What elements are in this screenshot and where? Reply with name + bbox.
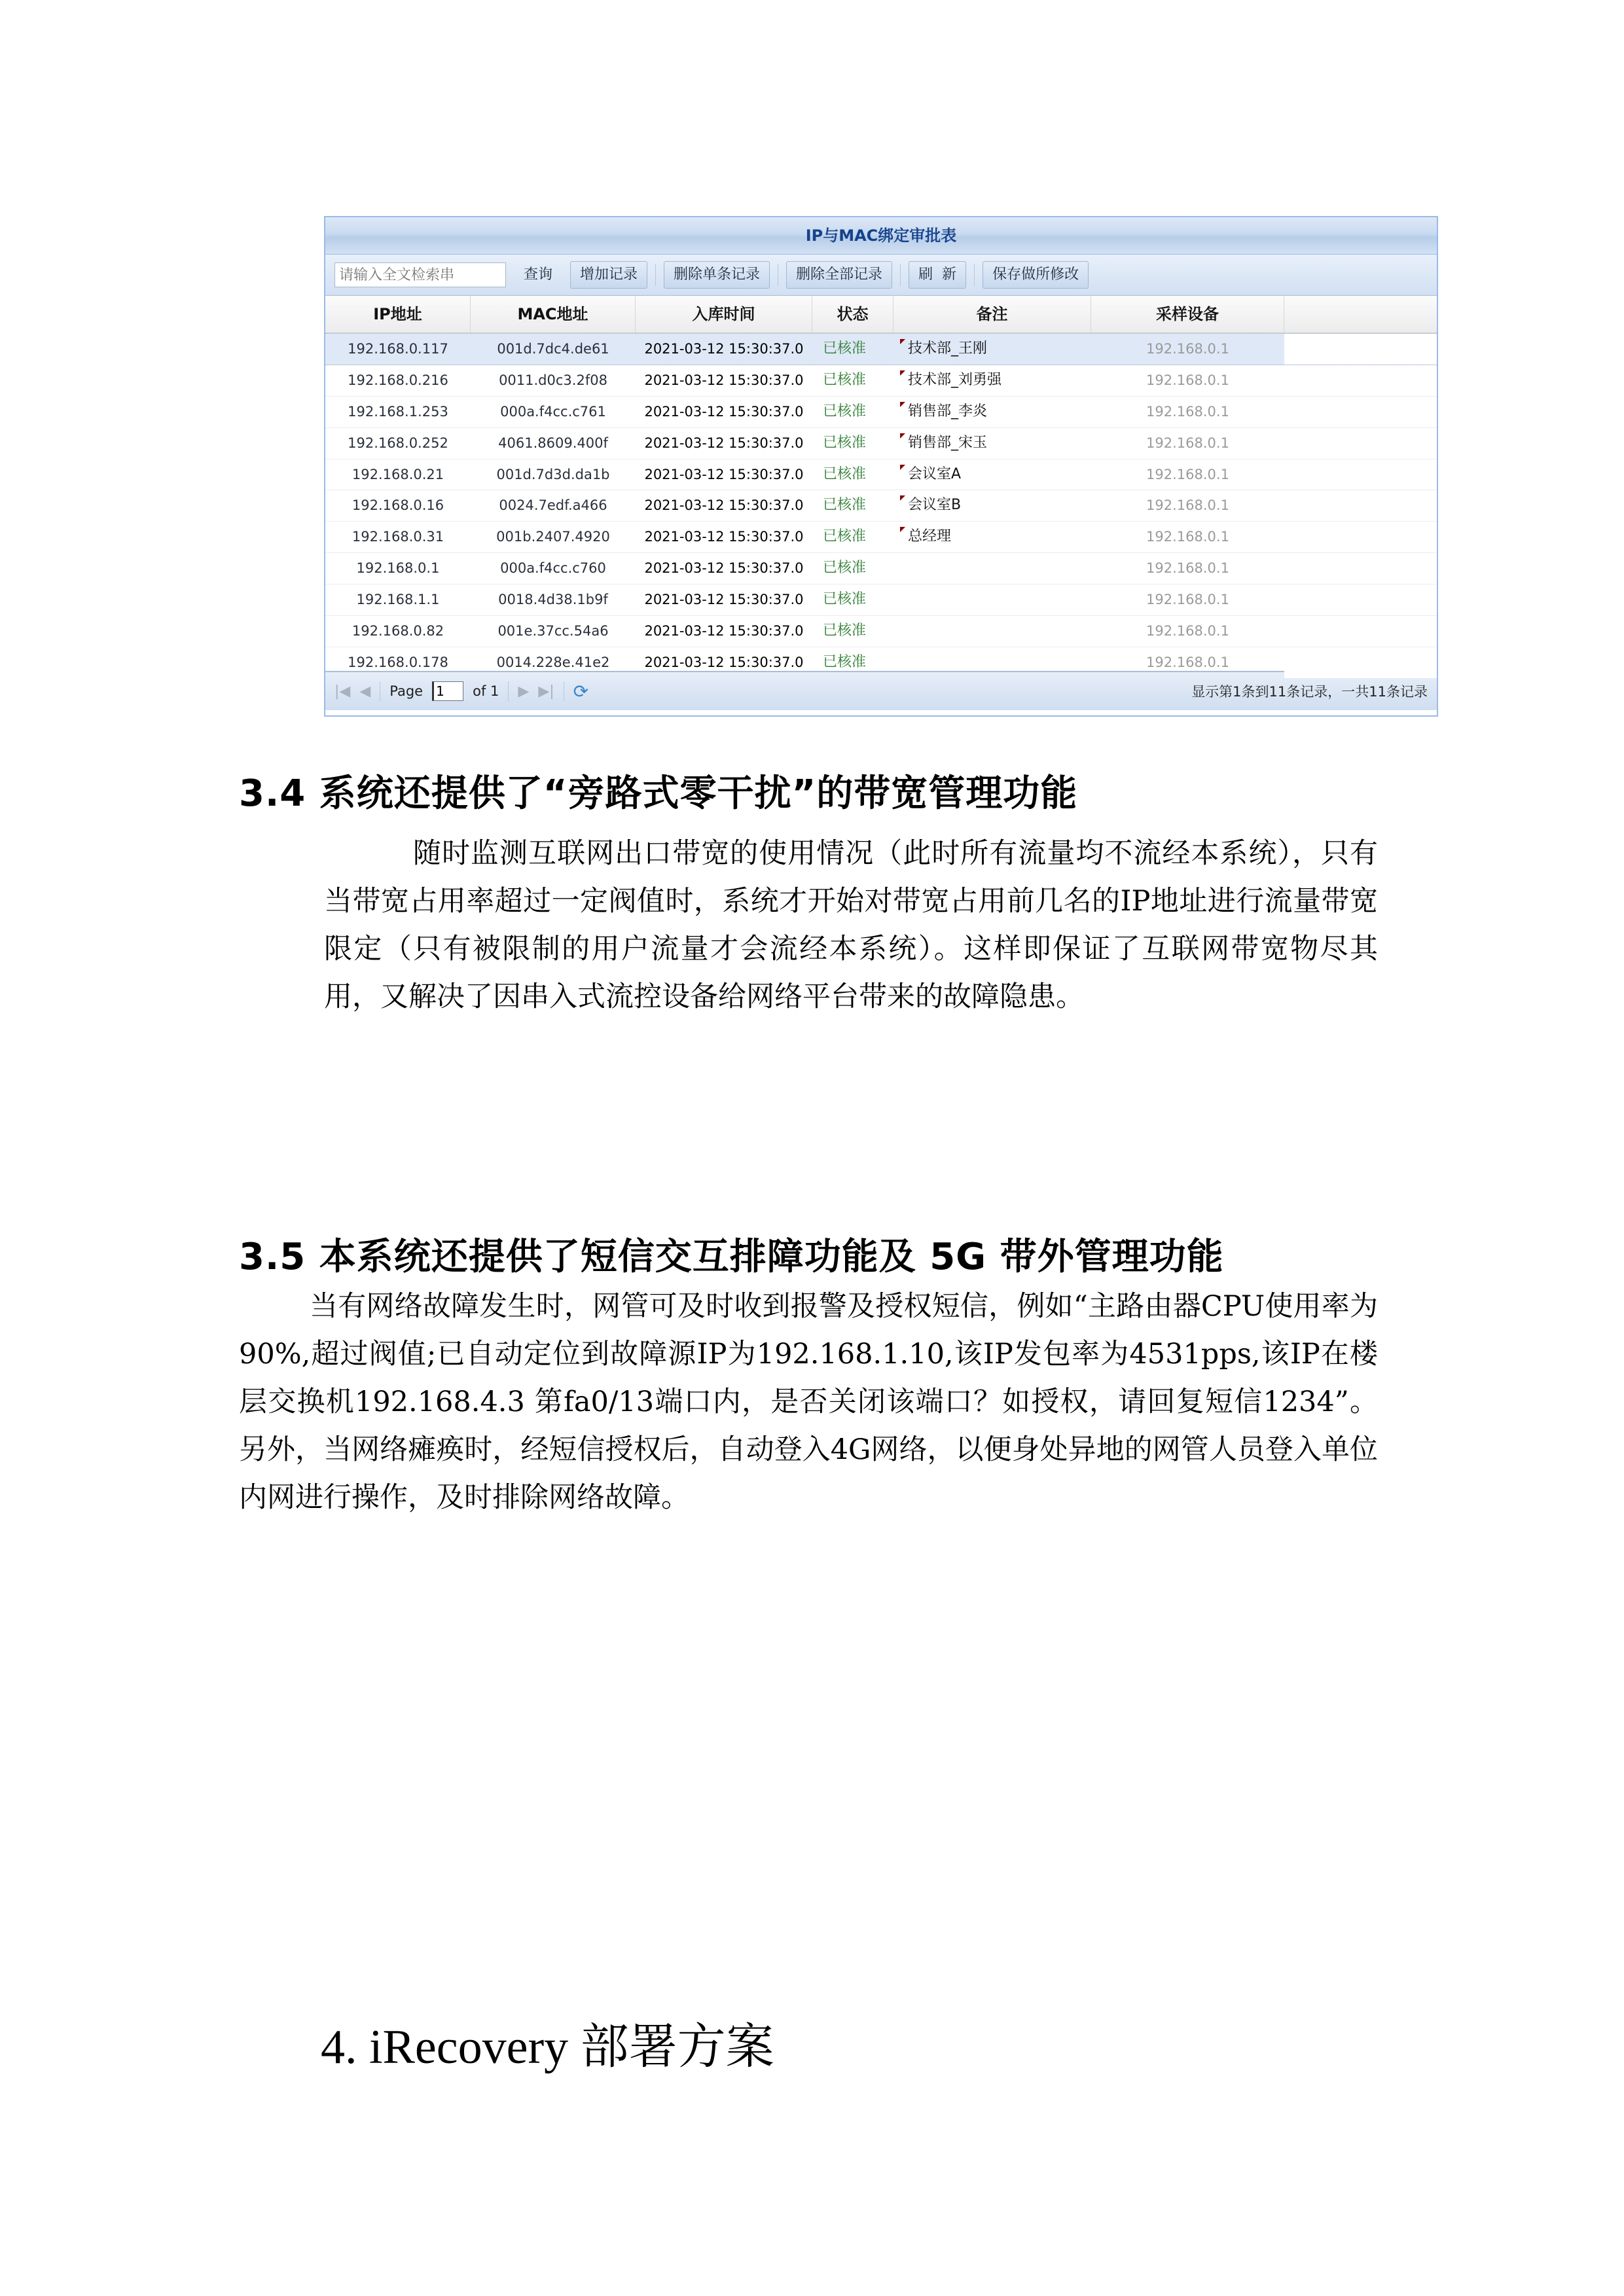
row-filler: [1284, 553, 1437, 584]
toolbar-separator: [655, 264, 656, 286]
note-text: 技术部_王刚: [908, 340, 988, 357]
page-count-label: of 1: [473, 683, 499, 699]
table-row[interactable]: [325, 553, 1437, 584]
table-row[interactable]: [325, 490, 1437, 522]
pager-separator: [508, 681, 509, 701]
toolbar-separator: [974, 264, 975, 286]
time-cell: 2021-03-12 15:30:37.0: [644, 435, 804, 451]
note-text: 技术部_刘勇强: [908, 371, 1002, 388]
device-cell: 192.168.0.1: [1146, 592, 1229, 608]
column-header-time[interactable]: 入库时间: [636, 296, 812, 332]
table-row[interactable]: [325, 459, 1437, 491]
dirty-flag-icon: [900, 433, 905, 439]
toolbar-separator: [900, 264, 901, 286]
time-cell: 2021-03-12 15:30:37.0: [644, 403, 804, 420]
mac-cell: 001b.2407.4920: [496, 529, 610, 545]
time-cell: 2021-03-12 15:30:37.0: [644, 497, 804, 514]
row-filler: [1284, 522, 1437, 552]
ip-cell: 192.168.0.21: [352, 466, 444, 482]
status-cell: 已核准: [823, 653, 867, 670]
mac-cell: 0014.228e.41e2: [496, 654, 610, 670]
mac-cell: 000a.f4cc.c761: [500, 403, 606, 420]
column-header-mac[interactable]: MAC地址: [471, 296, 636, 332]
refresh-button[interactable]: 刷 新: [909, 261, 966, 289]
refresh-icon[interactable]: ⟳: [573, 680, 589, 702]
note-text: 总经理: [908, 528, 952, 545]
column-header-ip[interactable]: IP地址: [325, 296, 471, 332]
device-cell: 192.168.0.1: [1146, 560, 1229, 577]
page-label: Page: [389, 683, 424, 699]
ip-cell: 192.168.1.253: [348, 403, 448, 420]
save-changes-button[interactable]: 保存做所修改: [983, 261, 1089, 289]
status-cell: 已核准: [823, 560, 867, 577]
table-row[interactable]: [325, 647, 1437, 679]
next-page-icon[interactable]: ▶: [518, 683, 530, 700]
row-filler: [1284, 584, 1437, 615]
device-cell: 192.168.0.1: [1146, 372, 1229, 388]
table-row[interactable]: [325, 522, 1437, 553]
fulltext-search-input[interactable]: [334, 262, 506, 287]
table-row[interactable]: [325, 333, 1437, 365]
note-cell[interactable]: [893, 459, 1091, 490]
ip-cell: 192.168.0.1: [356, 560, 440, 577]
device-cell: 192.168.0.1: [1146, 654, 1229, 670]
mac-cell: 4061.8609.400f: [498, 435, 608, 451]
row-filler: [1284, 397, 1437, 427]
ip-cell: 192.168.0.16: [352, 497, 444, 514]
status-cell: 已核准: [823, 340, 867, 357]
dirty-flag-icon: [900, 495, 905, 501]
column-header-device[interactable]: 采样设备: [1091, 296, 1284, 332]
device-cell: 192.168.0.1: [1146, 529, 1229, 545]
column-header-status[interactable]: 状态: [812, 296, 893, 332]
ip-cell: 192.168.0.31: [352, 529, 444, 545]
time-cell: 2021-03-12 15:30:37.0: [644, 372, 804, 388]
mac-cell: 001d.7d3d.da1b: [496, 466, 610, 482]
dirty-flag-icon: [900, 527, 905, 532]
ip-cell: 192.168.0.178: [348, 654, 448, 670]
section-3-4-heading: 3.4 系统还提供了“旁路式零干扰”的带宽管理功能: [239, 772, 1078, 815]
query-button[interactable]: 查询: [524, 266, 553, 283]
note-cell[interactable]: [893, 490, 1091, 521]
time-cell: 2021-03-12 15:30:37.0: [644, 529, 804, 545]
status-cell: 已核准: [823, 434, 867, 451]
status-cell: 已核准: [823, 465, 867, 482]
last-page-icon[interactable]: ▶|: [538, 683, 554, 700]
prev-page-icon[interactable]: ◀: [359, 683, 371, 700]
time-cell: 2021-03-12 15:30:37.0: [644, 341, 804, 357]
note-cell[interactable]: [893, 397, 1091, 427]
table-row[interactable]: [325, 365, 1437, 397]
time-cell: 2021-03-12 15:30:37.0: [644, 654, 804, 670]
table-row[interactable]: [325, 397, 1437, 428]
time-cell: 2021-03-12 15:30:37.0: [644, 560, 804, 577]
row-filler: [1284, 365, 1437, 396]
status-cell: 已核准: [823, 497, 867, 514]
status-cell: 已核准: [823, 591, 867, 608]
note-cell[interactable]: [893, 365, 1091, 396]
time-cell: 2021-03-12 15:30:37.0: [644, 466, 804, 482]
time-cell: 2021-03-12 15:30:37.0: [644, 592, 804, 608]
grid-toolbar: [325, 255, 1437, 296]
mac-cell: 0024.7edf.a466: [499, 497, 607, 514]
ip-cell: 192.168.0.117: [348, 341, 448, 357]
device-cell: 192.168.0.1: [1146, 403, 1229, 420]
note-text: 会议室B: [908, 497, 962, 514]
delete-single-record-button[interactable]: 删除单条记录: [664, 261, 770, 289]
grid-body: [325, 333, 1437, 671]
note-cell[interactable]: [893, 647, 1091, 678]
ip-cell: 192.168.0.82: [352, 623, 444, 639]
status-cell: 已核准: [823, 622, 867, 639]
mac-cell: 000a.f4cc.c760: [500, 560, 606, 577]
section-3-5-heading: 3.5 本系统还提供了短信交互排障功能及 5G 带外管理功能: [239, 1236, 1224, 1278]
ip-cell: 192.168.0.216: [348, 372, 448, 388]
column-header-note[interactable]: 备注: [893, 296, 1091, 332]
first-page-icon[interactable]: |◀: [334, 683, 351, 700]
status-cell: 已核准: [823, 528, 867, 545]
device-cell: 192.168.0.1: [1146, 341, 1229, 357]
mac-cell: 001d.7dc4.de61: [497, 341, 609, 357]
note-text: 会议室A: [908, 465, 962, 482]
dirty-flag-icon: [900, 370, 905, 376]
device-cell: 192.168.0.1: [1146, 623, 1229, 639]
table-row[interactable]: [325, 584, 1437, 616]
delete-all-records-button[interactable]: 删除全部记录: [786, 261, 892, 289]
mac-cell: 0011.d0c3.2f08: [499, 372, 607, 388]
note-text: 销售部_李炎: [908, 403, 988, 420]
row-filler: [1284, 616, 1437, 647]
row-filler: [1284, 647, 1437, 678]
note-cell[interactable]: [893, 428, 1091, 459]
paging-info: 显示第1条到11条记录，一共11条记录: [1191, 684, 1428, 700]
mac-cell: 001e.37cc.54a6: [497, 623, 609, 639]
table-row[interactable]: [325, 428, 1437, 459]
time-cell: 2021-03-12 15:30:37.0: [644, 623, 804, 639]
ip-cell: 192.168.0.252: [348, 435, 448, 451]
status-cell: 已核准: [823, 403, 867, 420]
page-number-input[interactable]: [432, 681, 463, 701]
row-filler: [1284, 334, 1437, 365]
note-cell[interactable]: [893, 522, 1091, 552]
ip-mac-approval-grid: [324, 216, 1438, 717]
row-filler: [1284, 459, 1437, 490]
dirty-flag-icon: [900, 402, 905, 407]
row-filler: [1284, 428, 1437, 459]
dirty-flag-icon: [900, 339, 905, 344]
dirty-flag-icon: [900, 465, 905, 470]
row-filler: [1284, 490, 1437, 521]
device-cell: 192.168.0.1: [1146, 466, 1229, 482]
add-record-button[interactable]: 增加记录: [570, 261, 647, 289]
note-cell[interactable]: [893, 553, 1091, 584]
grid-title: IP与MAC绑定审批表: [325, 217, 1437, 255]
grid-header-row: [325, 296, 1437, 333]
section-4-heading: 4. iRecovery 部署方案: [321, 2020, 774, 2074]
section-3-5-body: 当有网络故障发生时，网管可及时收到报警及授权短信，例如“主路由器CPU使用率为90%,超过阀值;已自动定位到故障源IP为192.168.1.10,该IP发包率为4531pps,该IP在楼层交换机192.168.4.3 第fa0/13端口内，是否关闭该端口？如授权，请回复短信1234”。另外，当网络瘫痪时，经短信授权后，自动登入4G网络，以便身处异地的网管人员登入单位内网进行操作，及时排除网络故障。: [239, 1290, 1378, 1514]
device-cell: 192.168.0.1: [1146, 497, 1229, 514]
column-header-filler: [1284, 296, 1437, 332]
note-cell[interactable]: [893, 616, 1091, 647]
device-cell: 192.168.0.1: [1146, 435, 1229, 451]
mac-cell: 0018.4d38.1b9f: [498, 592, 608, 608]
note-cell[interactable]: [893, 584, 1091, 615]
note-text: 销售部_宋玉: [908, 434, 988, 451]
status-cell: 已核准: [823, 371, 867, 388]
note-cell[interactable]: [893, 334, 1091, 365]
ip-cell: 192.168.1.1: [356, 592, 440, 608]
section-3-4-body: 随时监测互联网出口带宽的使用情况（此时所有流量均不流经本系统），只有当带宽占用率超过一定阀值时，系统才开始对带宽占用前几名的IP地址进行流量带宽限定（只有被限制的用户流量才会流经本系统）。这样即保证了互联网带宽物尽其用，又解决了因串入式流控设备给网络平台带来的故障隐患。: [324, 837, 1378, 1013]
table-row[interactable]: [325, 616, 1437, 647]
